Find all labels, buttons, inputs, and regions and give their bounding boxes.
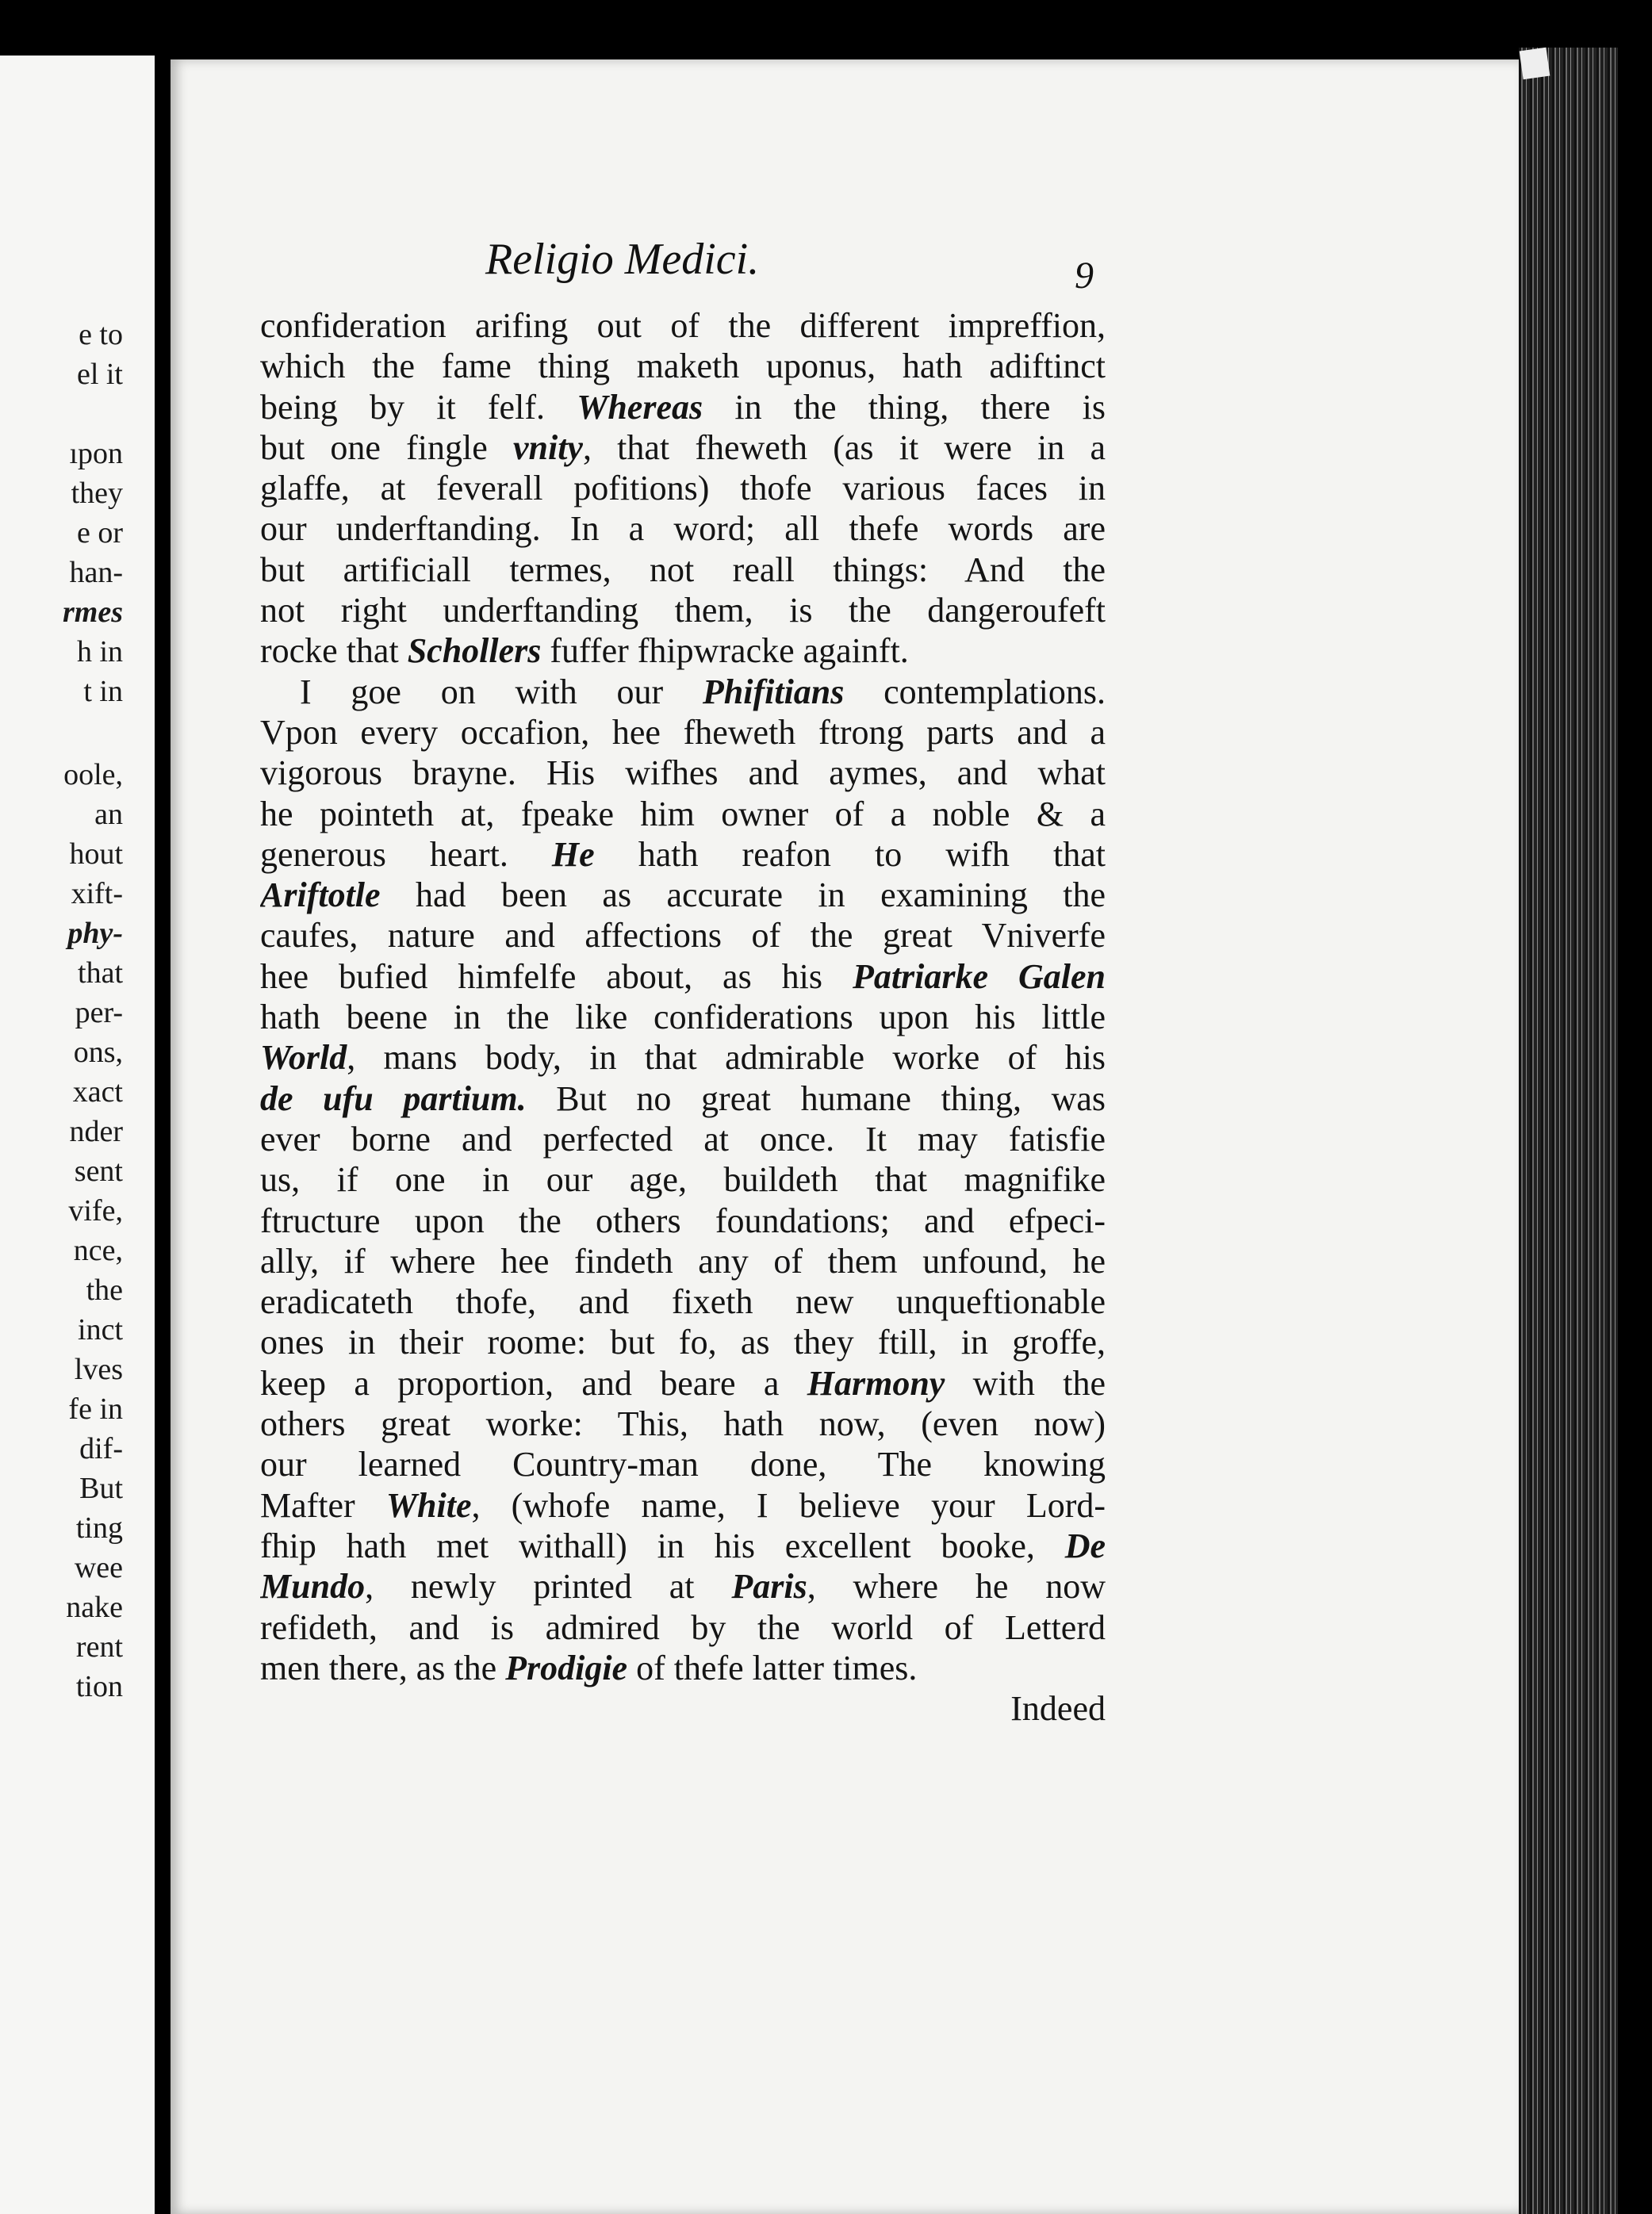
italic-term: He [551,834,595,874]
text-line [260,1444,1106,1484]
text-line [260,753,1106,793]
text-run: ally, if where hee findeth any of them unfound, he [260,1241,1106,1281]
text-line [260,915,1106,956]
text-run: caufes, nature and affections of the great Vniverfe [260,916,1106,956]
text-line [260,1037,1106,1078]
left-page-fragment: inct [78,1313,123,1346]
text-run: men there, as the [260,1648,506,1687]
left-page-fragment: ıpon [69,437,123,470]
corner-paper-tab [1520,48,1550,79]
text-line [260,346,1106,386]
italic-term: Patriarke Galen [852,956,1106,996]
text-line [260,1648,1106,1688]
left-page-fragment: an [94,798,123,831]
italic-term: Schollers [407,631,542,671]
text-run: fuffer fhipwracke againft. [541,631,909,671]
text-run: ftructure upon the others foundations; and efpeci- [260,1201,1106,1240]
left-page-fragment: per- [75,996,123,1029]
left-page-fragment: wee [74,1551,123,1584]
text-line [260,1322,1106,1362]
left-page-fragment: lves [74,1353,123,1386]
text-run: but artificiall termes, not reall things: And the [260,550,1106,589]
text-line [260,1404,1106,1444]
text-run: confideration arifing out of the different impreffion, [260,306,1106,345]
italic-term: Prodigie [505,1648,628,1687]
text-line [260,672,1106,712]
text-run: ever borne and perfected at once. It may fatisfie [260,1119,1106,1159]
text-line [260,305,1106,346]
text-line [260,1119,1106,1159]
text-run: of thefe latter times. [627,1648,918,1687]
book-gutter [155,0,171,2214]
left-page-fragment: t in [83,675,123,708]
text-line [260,508,1106,549]
text-run: rocke that [260,631,408,671]
text-run: our learned Country-man done, The knowing [260,1445,1106,1484]
left-page-fragment: h in [76,635,123,668]
text-run: not right underftanding them, is the dangeroufeft [260,591,1106,630]
text-run: our underftanding. In a word; all thefe words are [260,509,1106,549]
text-run: fhip hath met withall) in his excellent booke, [260,1526,1065,1565]
left-page-fragment: tion [75,1670,123,1703]
text-line [260,468,1106,508]
text-run: hath beene in the like confiderations upon his little [260,998,1106,1037]
text-line [260,997,1106,1037]
left-page-fragment: e or [76,516,123,550]
left-page-fragment: But [79,1472,123,1505]
text-run: ones in their roome: but fo, as they ftill, in groffe, [260,1323,1106,1362]
text-run: , that fheweth (as it were in a [582,427,1106,467]
text-run: vigorous brayne. His wifhes and aymes, and what [260,753,1106,793]
text-run: , mans body, in that admirable worke of his [347,1038,1106,1078]
left-page-fragment: nder [69,1115,123,1148]
left-page-fragment: ons, [73,1036,123,1069]
left-page [0,56,155,2214]
italic-term: Whereas [577,387,703,427]
left-page-fragment: e to [79,318,123,351]
text-line [260,387,1106,427]
text-run: being by it felf. [260,387,577,427]
text-run: generous heart. [260,834,552,874]
italic-term: Mundo [260,1567,366,1607]
left-page-fragment: rmes [63,596,123,629]
text-run: with the [945,1363,1106,1403]
text-run: refideth, and is admired by the world of Letterd [260,1607,1106,1647]
text-line [260,1078,1106,1119]
left-page-fragment: el it [76,358,123,391]
body-text [260,305,1106,1729]
text-line [260,1607,1106,1648]
text-run: which the fame thing maketh uponus, hath adiftinct [260,347,1106,386]
text-line [260,1201,1106,1241]
left-page-fragment: han- [69,556,123,589]
italic-term: White [385,1485,472,1525]
text-line [260,712,1106,753]
text-line [260,1241,1106,1281]
italic-term: De [1064,1526,1106,1565]
text-run: , (whofe name, I believe your Lord- [471,1485,1106,1525]
left-page-fragment: fe in [68,1392,123,1426]
text-run: , newly printed at [365,1567,732,1607]
left-page-fragment: oole, [63,758,123,791]
left-page-fragment: the [86,1274,123,1307]
text-line [260,427,1106,468]
text-run: Vpon every occafion, hee fheweth ftrong parts and a [260,712,1106,752]
text-line [260,875,1106,915]
text-run: I goe on with our [300,672,703,711]
page-edges [1519,48,1618,2214]
left-page-fragment: ting [75,1511,123,1545]
text-run: in the thing, there is [703,387,1106,427]
text-run: But no great humane thing, was [526,1078,1106,1118]
text-line [260,834,1106,875]
left-page-fragment: sent [74,1155,123,1188]
page-number: 9 [1075,255,1094,297]
left-page-fragment: they [71,477,123,510]
catchword: Indeed [1010,1689,1106,1729]
text-line [260,1566,1106,1607]
italic-term: World [260,1038,347,1078]
text-line [260,590,1106,630]
text-line [260,956,1106,997]
running-title: Religio Medici. [485,235,760,284]
left-page-fragment: dif- [79,1432,123,1465]
text-line [260,550,1106,590]
text-line [260,1281,1106,1322]
text-run: , where he now [807,1567,1106,1607]
left-page-fragment: xift- [71,877,123,910]
text-run: eradicateth thofe, and fixeth new unqueftionable [260,1282,1106,1322]
text-run: had been as accurate in examining the [380,875,1106,915]
text-line [260,1526,1106,1566]
text-line [260,1363,1106,1404]
text-run: hath reafon to wifh that [594,834,1106,874]
text-line [260,794,1106,834]
left-page-fragment: nce, [73,1234,123,1267]
text-run: us, if one in our age, buildeth that magnifike [260,1160,1106,1200]
italic-term: vnity [512,427,583,467]
text-line [260,1485,1106,1526]
text-run: he pointeth at, fpeake him owner of a noble & a [260,794,1106,833]
left-page-fragment: xact [72,1075,123,1109]
text-run: others great worke: This, hath now, (even now) [260,1404,1106,1444]
left-page-fragment: hout [69,837,123,871]
left-page-fragment: rent [75,1630,123,1664]
italic-term: Harmony [807,1363,945,1403]
text-run: Mafter [260,1485,386,1525]
italic-term: Ariftotle [260,875,381,915]
text-run: but one fingle [260,427,513,467]
left-page-fragment: vife, [68,1194,123,1228]
italic-term: Paris [731,1567,807,1607]
text-run: hee bufied himfelfe about, as his [260,956,853,996]
text-line [260,1159,1106,1200]
left-page-fragment: phy- [67,917,123,950]
text-run: keep a proportion, and beare a [260,1363,807,1403]
text-run: glaffe, at feverall pofitions) thofe various faces in [260,469,1106,508]
text-line [260,630,1106,671]
left-page-fragment: nake [66,1591,123,1624]
italic-term: de ufu partium. [260,1078,527,1118]
left-page-fragment: that [78,956,123,990]
text-run: contemplations. [844,672,1106,711]
italic-term: Phifitians [702,672,845,711]
